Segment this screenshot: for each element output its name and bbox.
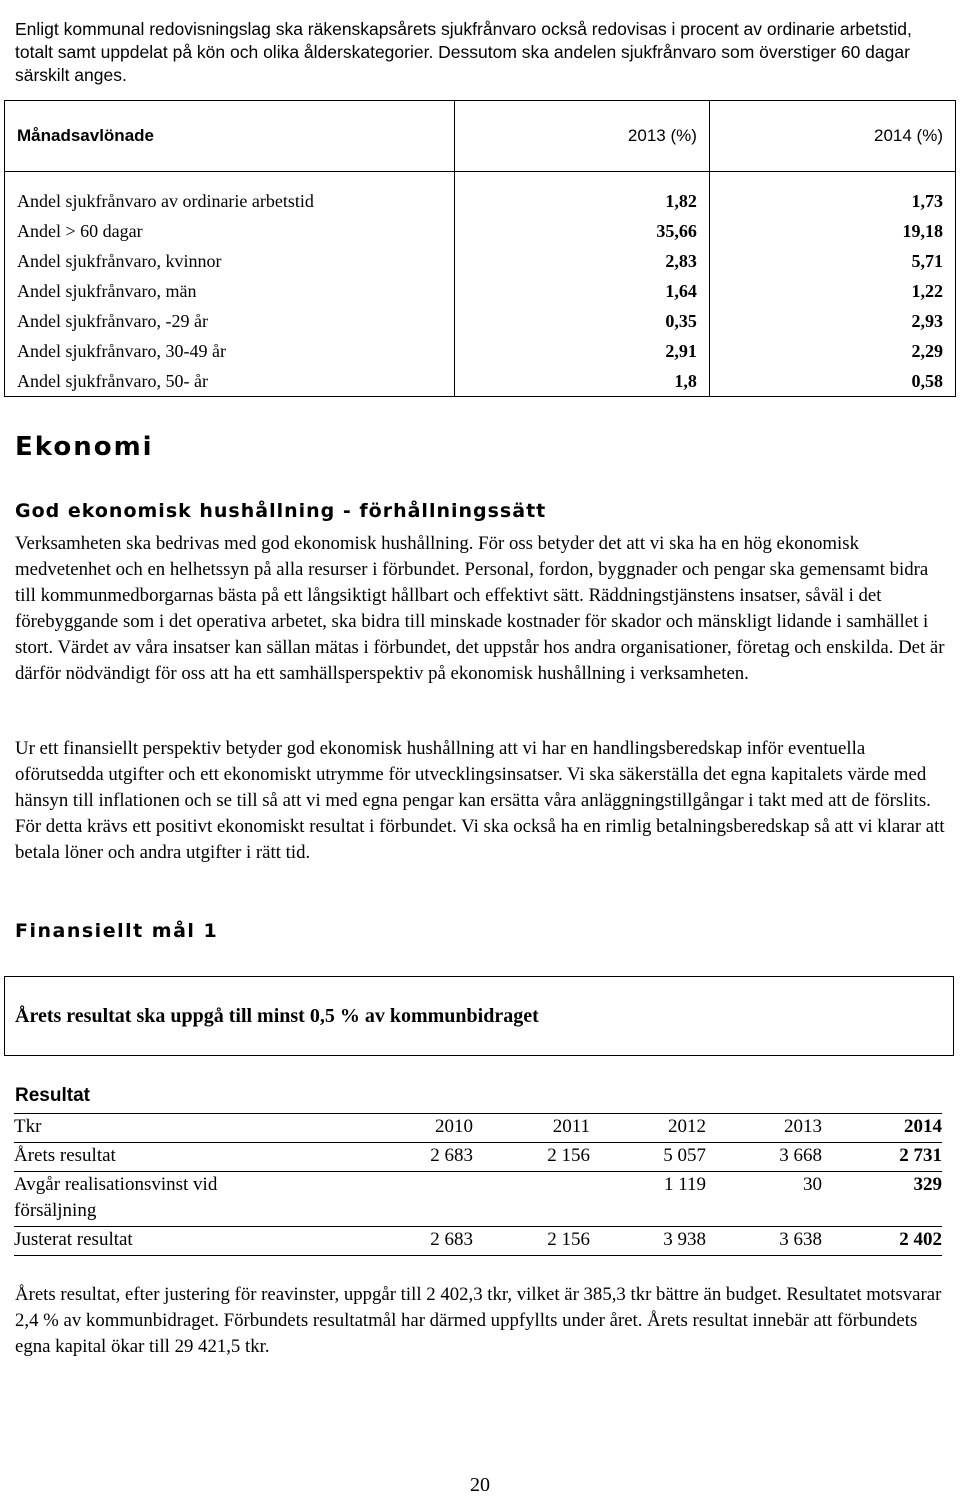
table-header-row xyxy=(5,101,956,172)
row-label: Årets resultat xyxy=(14,1143,242,1172)
cell-2010: 2 683 xyxy=(242,1143,473,1172)
value-2013: 35,66 xyxy=(454,216,709,246)
sick-leave-table xyxy=(4,100,956,397)
body-paragraph-2: Ur ett finansiellt perspektiv betyder god ekonomisk hushållning att vi har en handlingsberedskap inför eventuella oförutsedda utgifter och ett ekonomiskt utrymme för utvecklingsinsatser. Vi ska säkerställa det egna kapitalets värde med hänsyn till inflationen och se till så att vi med egna pengar kan ersätta våra anläggningstillgångar i takt med att de förslits. För detta krävs ett positivt ekonomiskt resultat i förbundet. Vi ska också ha en rimlig betalningsberedskap så att vi klarar att betala löner och andra utgifter i rätt tid. xyxy=(15,738,945,863)
header-2013: 2013 xyxy=(706,1114,822,1143)
row-label: Andel sjukfrånvaro, 50- år xyxy=(5,366,455,397)
result-header-row xyxy=(14,1114,942,1143)
table-row xyxy=(5,366,956,397)
intro-paragraph: Enligt kommunal redovisningslag ska räkenskapsårets sjukfrånvaro också redovisas i procent av ordinarie arbetstid, totalt samt uppdelat på kön och olika ålderskategorier. Dessutom ska andelen sjukfrånvaro som överstiger 60 dagar särskilt anges. xyxy=(15,18,912,85)
cell-2014: 2 731 xyxy=(822,1143,942,1172)
row-label: Andel sjukfrånvaro av ordinarie arbetstid xyxy=(5,186,455,216)
page-number: 20 xyxy=(470,1474,490,1496)
table-row xyxy=(5,246,956,276)
table-row xyxy=(14,1227,942,1256)
row-label: Justerat resultat xyxy=(14,1227,242,1256)
result-heading: Resultat xyxy=(15,1085,90,1106)
cell-2011 xyxy=(473,1172,590,1227)
header-2011: 2011 xyxy=(473,1114,590,1143)
section-heading: Ekonomi xyxy=(15,432,154,462)
cell-2012: 5 057 xyxy=(590,1143,706,1172)
cell-2010: 2 683 xyxy=(242,1227,473,1256)
cell-2013: 30 xyxy=(706,1172,822,1227)
value-2014: 2,29 xyxy=(709,336,955,366)
table-row xyxy=(5,276,956,306)
goal-box xyxy=(4,976,954,1056)
value-2013: 0,35 xyxy=(454,306,709,336)
value-2014: 19,18 xyxy=(709,216,955,246)
value-2013: 1,82 xyxy=(454,186,709,216)
value-2013: 2,91 xyxy=(454,336,709,366)
value-2014: 2,93 xyxy=(709,306,955,336)
result-table xyxy=(14,1113,942,1256)
body-paragraph-1: Verksamheten ska bedrivas med god ekonomisk hushållning. För oss betyder det att vi ska ha en hög ekonomisk medvetenhet och en helhetssyn på alla resurser i förbundet. Personal, fordon, byggnader och pengar ska gemensamt bidra till kommunmedborgarnas bästa på ett långsiktigt hållbart och effektivt sätt. Räddningstjänstens insatser, såväl i det förebyggande som i det operativa arbetet, ska bidra till minskade kostnader för skador och mänskligt lidande i samhället i stort. Värdet av våra insatser kan sällan mätas i förbundet, det uppstår hos andra organisationer, företag och enskilda. Det är därför nödvändigt för oss att ha ett samhällsperspektiv på ekonomisk hushållning i verksamheten. xyxy=(15,533,945,684)
table-row xyxy=(14,1143,942,1172)
value-2014: 5,71 xyxy=(709,246,955,276)
column-header-2013: 2013 (%) xyxy=(454,101,709,172)
value-2014: 0,58 xyxy=(709,366,955,397)
table-row xyxy=(14,1172,942,1227)
cell-2010 xyxy=(242,1172,473,1227)
row-label: Andel sjukfrånvaro, 30-49 år xyxy=(5,336,455,366)
subsection-heading: God ekonomisk hushållning - förhållningssätt xyxy=(15,500,547,522)
cell-2012: 3 938 xyxy=(590,1227,706,1256)
cell-2014: 2 402 xyxy=(822,1227,942,1256)
cell-2011: 2 156 xyxy=(473,1143,590,1172)
value-2013: 2,83 xyxy=(454,246,709,276)
row-label: Andel sjukfrånvaro, kvinnor xyxy=(5,246,455,276)
row-label: Andel sjukfrånvaro, män xyxy=(5,276,455,306)
table-row xyxy=(5,306,956,336)
cell-2012: 1 119 xyxy=(590,1172,706,1227)
cell-2011: 2 156 xyxy=(473,1227,590,1256)
column-header-2014: 2014 (%) xyxy=(709,101,955,172)
body-paragraph-3: Årets resultat, efter justering för reavinster, uppgår till 2 402,3 tkr, vilket är 385,3 tkr bättre än budget. Resultatet motsvarar 2,4 % av kommunbidraget. Förbundets resultatmål har därmed uppfyllts under året. Årets resultat innebär att förbundets egna kapital ökar till 29 421,5 tkr. xyxy=(15,1284,942,1357)
goal-text: Årets resultat ska uppgå till minst 0,5 % av kommunbidraget xyxy=(15,1005,539,1027)
value-2013: 1,8 xyxy=(454,366,709,397)
header-unit: Tkr xyxy=(14,1114,242,1143)
table-row xyxy=(5,336,956,366)
header-2012: 2012 xyxy=(590,1114,706,1143)
table-row xyxy=(5,216,956,246)
value-2014: 1,73 xyxy=(709,186,955,216)
table-spacer-row xyxy=(5,172,956,187)
row-label: Andel sjukfrånvaro, -29 år xyxy=(5,306,455,336)
header-2010: 2010 xyxy=(242,1114,473,1143)
row-label: Andel > 60 dagar xyxy=(5,216,455,246)
table-row xyxy=(5,186,956,216)
header-2014: 2014 xyxy=(822,1114,942,1143)
cell-2013: 3 638 xyxy=(706,1227,822,1256)
cell-2014: 329 xyxy=(822,1172,942,1227)
row-label: Avgår realisationsvinst vid försäljning xyxy=(14,1172,242,1227)
goal-heading: Finansiellt mål 1 xyxy=(15,920,219,942)
value-2013: 1,64 xyxy=(454,276,709,306)
cell-2013: 3 668 xyxy=(706,1143,822,1172)
column-header-category: Månadsavlönade xyxy=(5,101,455,172)
value-2014: 1,22 xyxy=(709,276,955,306)
